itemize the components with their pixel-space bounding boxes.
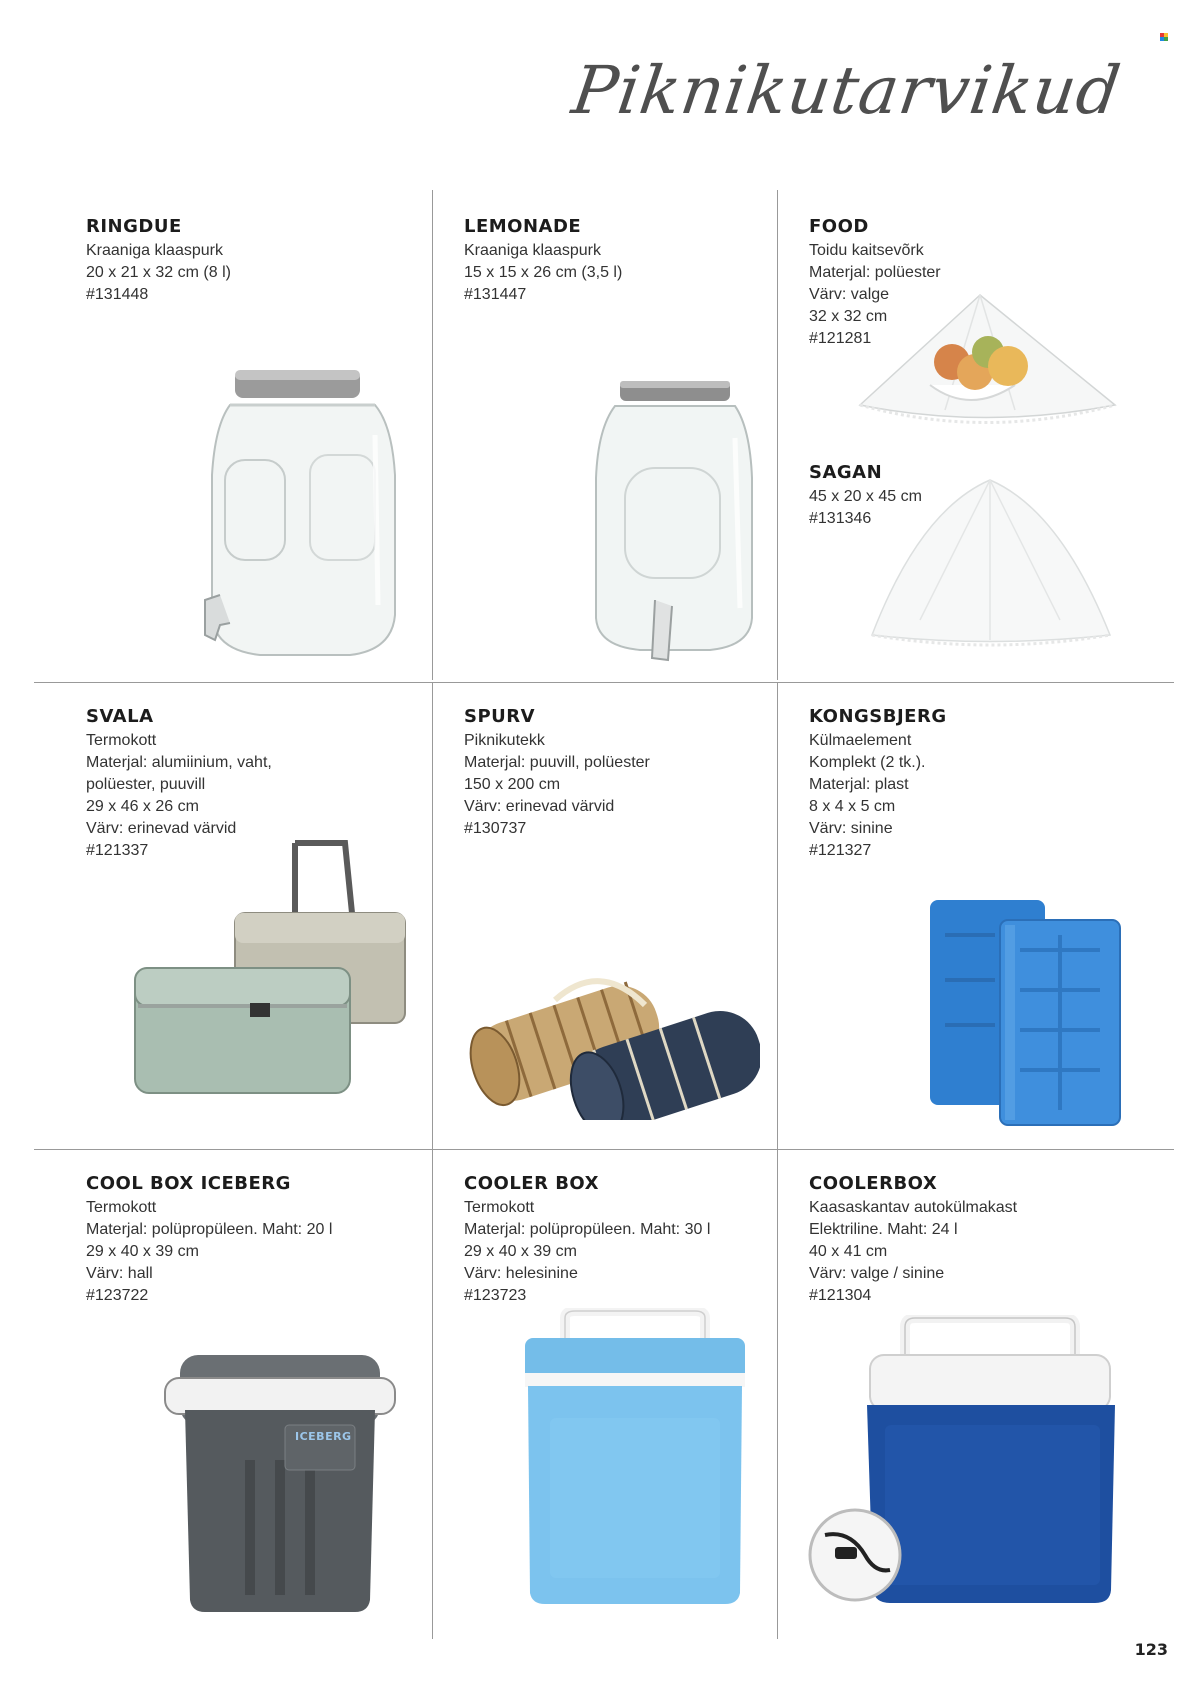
product-name: SPURV (464, 706, 536, 727)
product-code: #121337 (86, 842, 149, 859)
product-description: Termokott (464, 1199, 535, 1216)
product-size: 29 x 40 x 39 cm (464, 1243, 577, 1260)
product-iceberg (86, 1173, 426, 1307)
product-set: Komplekt (2 tk.). (809, 754, 926, 771)
product-description: Toidu kaitsevõrk (809, 242, 924, 259)
product-description: Külmaelement (809, 732, 912, 749)
page-title-area (567, 40, 1126, 170)
product-material: Materjal: alumiinium, vaht, (86, 754, 272, 771)
product-color: Värv: hall (86, 1265, 153, 1282)
grid-divider (777, 682, 778, 1150)
product-name: SVALA (86, 706, 154, 727)
product-kongsbjerg (809, 706, 1139, 862)
product-code: #123723 (464, 1287, 527, 1304)
product-material-cont: polüester, puuvill (86, 776, 206, 793)
glass-jar-small-image (590, 378, 760, 663)
glass-jar-large-image (200, 365, 410, 665)
product-code: #121327 (809, 842, 872, 859)
product-size: 29 x 46 x 26 cm (86, 798, 199, 815)
product-size: 29 x 40 x 39 cm (86, 1243, 199, 1260)
ice-packs-image (925, 890, 1125, 1130)
product-name: COOLER BOX (464, 1173, 599, 1194)
product-name: COOL BOX ICEBERG (86, 1173, 291, 1194)
light-blue-cooler-image (520, 1308, 750, 1608)
food-cover-with-fruit-image (850, 290, 1120, 450)
product-size: 40 x 41 cm (809, 1243, 888, 1260)
product-name: COOLERBOX (809, 1173, 938, 1194)
product-code: #130737 (464, 820, 527, 837)
grid-divider (432, 190, 433, 680)
product-size: 45 x 20 x 45 cm (809, 488, 922, 505)
product-material: Materjal: puuvill, polüester (464, 754, 650, 771)
product-ringdue (86, 216, 416, 306)
product-code: #131346 (809, 510, 872, 527)
product-color: Värv: erinevad värvid (464, 798, 615, 815)
product-color: Värv: erinevad värvid (86, 820, 237, 837)
product-cooler-box (464, 1173, 774, 1307)
product-material: Materjal: polüpropüleen. Maht: 30 l (464, 1221, 711, 1238)
picnic-blanket-image (460, 960, 760, 1120)
product-material: Materjal: polüpropüleen. Maht: 20 l (86, 1221, 333, 1238)
product-color: Värv: valge (809, 286, 890, 303)
product-lemonade (464, 216, 764, 306)
page-title: Piknikutarvikud (567, 52, 1126, 129)
product-size: 15 x 15 x 26 cm (3,5 l) (464, 264, 623, 281)
product-code: #131447 (464, 286, 527, 303)
grid-divider (432, 1149, 433, 1639)
product-spurv (464, 706, 764, 840)
food-cover-dome-image (860, 470, 1120, 650)
product-code: #121281 (809, 330, 872, 347)
product-description: Piknikutekk (464, 732, 545, 749)
iceberg-cooler-image (160, 1350, 400, 1615)
grid-divider (432, 682, 433, 1150)
product-size: 150 x 200 cm (464, 776, 561, 793)
navy-car-cooler-image (805, 1315, 1125, 1610)
print-mark (1160, 33, 1170, 41)
page-number: 123 (1134, 1640, 1168, 1659)
product-size: 20 x 21 x 32 cm (8 l) (86, 264, 231, 281)
product-description: Termokott (86, 732, 157, 749)
iceberg-brand-label: ICEBERG (295, 1430, 352, 1443)
product-material: Materjal: polüester (809, 264, 941, 281)
grid-divider (34, 1149, 1174, 1150)
product-capacity: Elektriline. Maht: 24 l (809, 1221, 958, 1238)
product-code: #123722 (86, 1287, 149, 1304)
product-name: LEMONADE (464, 216, 582, 237)
product-color: Värv: sinine (809, 820, 893, 837)
product-name: RINGDUE (86, 216, 182, 237)
product-material: Materjal: plast (809, 776, 909, 793)
product-code: #121304 (809, 1287, 872, 1304)
product-name: SAGAN (809, 462, 883, 483)
product-name: FOOD (809, 216, 869, 237)
product-coolerbox (809, 1173, 1149, 1307)
product-name: KONGSBJERG (809, 706, 947, 727)
product-color: Värv: valge / sinine (809, 1265, 945, 1282)
product-description: Termokott (86, 1199, 157, 1216)
product-size: 8 x 4 x 5 cm (809, 798, 896, 815)
product-description: Kaasaskantav autokülmakast (809, 1199, 1018, 1216)
cooler-bag-image (130, 838, 415, 1098)
product-size: 32 x 32 cm (809, 308, 888, 325)
grid-divider (777, 190, 778, 680)
grid-divider (34, 682, 1174, 683)
product-code: #131448 (86, 286, 149, 303)
grid-divider (777, 1149, 778, 1639)
product-description: Kraaniga klaaspurk (86, 242, 223, 259)
product-description: Kraaniga klaaspurk (464, 242, 601, 259)
product-color: Värv: helesinine (464, 1265, 578, 1282)
